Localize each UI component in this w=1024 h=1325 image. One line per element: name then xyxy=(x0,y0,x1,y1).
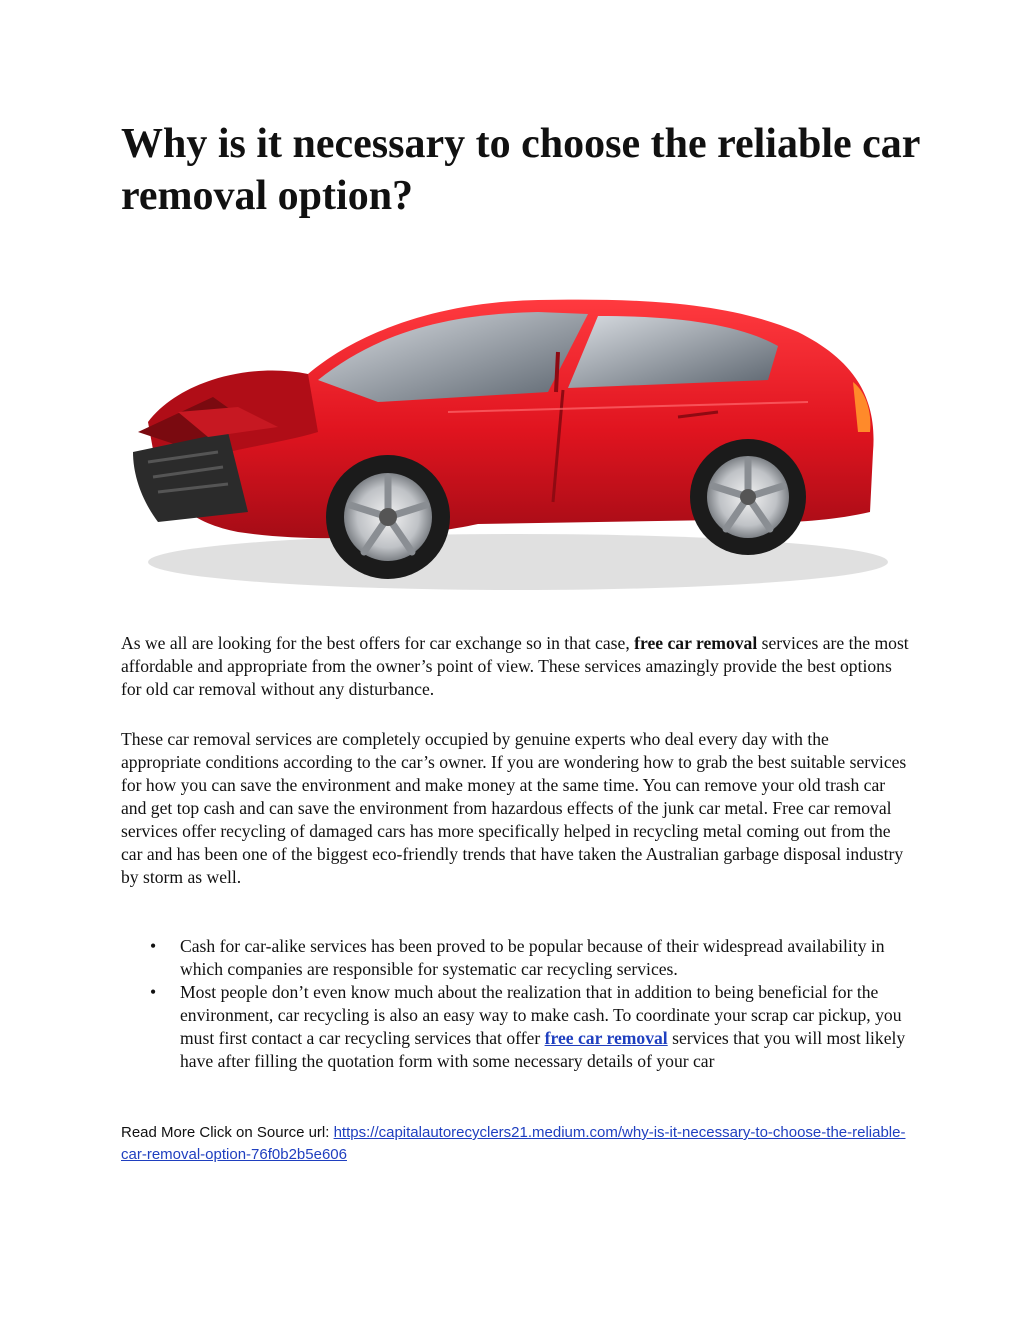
bullet-item-2-text-end: services that you will most likely have after filling the quotation form with some necessary details of your car xyxy=(180,1028,906,1071)
bullet-item-2-text-start: Most people don’t even know much about the realization that in addition to being beneficial for the environment, car recycling is also an easy way to make cash. To coordinate your scrap car pickup, you must first contact a car recycling services that offer xyxy=(180,982,902,1048)
paragraph-intro xyxy=(121,632,911,701)
paragraph-intro-text-end: services are the most affordable and appropriate from the owner’s point of view. These services amazingly provide the best options for old car removal without any disturbance. xyxy=(121,633,909,699)
source-line xyxy=(121,1122,911,1166)
page-title: Why is it necessary to choose the reliable car removal option? xyxy=(121,121,920,219)
bullet-item-2 xyxy=(121,981,911,1073)
source-label: Read More Click on Source url: xyxy=(121,1124,334,1141)
damaged-car-image xyxy=(118,262,898,602)
bullet-list xyxy=(121,935,911,1073)
bullet-item-1 xyxy=(121,935,911,981)
paragraph-details: These car removal services are completely occupied by genuine experts who deal every day with the appropriate conditions according to the car’s owner. If you are wondering how to grab the best suitable services for how you can save the environment and make money at the same time. You can remove your old trash car and get top cash and can save the environment from hazardous effects of the junk car metal. Free car removal services offer recycling of damaged cars has more specifically helped in recycling metal coming out from the car and has been one of the biggest eco-friendly trends that have taken the Australian garbage disposal industry by storm as well. xyxy=(121,729,907,887)
bullet-symbol: • xyxy=(150,936,157,956)
free-car-removal-link[interactable]: free car removal xyxy=(544,1028,668,1048)
source-url-link[interactable]: https://capitalautorecyclers21.medium.com/why-is-it-necessary-to-choose-the-reliable-car-removal-option-76f0b2b5e606 xyxy=(121,1124,906,1163)
paragraph-intro-text-start: As we all are looking for the best offers for car exchange so in that case, xyxy=(121,633,635,653)
bullet-symbol: • xyxy=(150,982,157,1002)
bullet-item-1-text: Cash for car-alike services has been proved to be popular because of their widespread availability in which companies are responsible for systematic car recycling services. xyxy=(180,936,885,979)
paragraph-intro-keyword: free car removal xyxy=(634,633,758,653)
